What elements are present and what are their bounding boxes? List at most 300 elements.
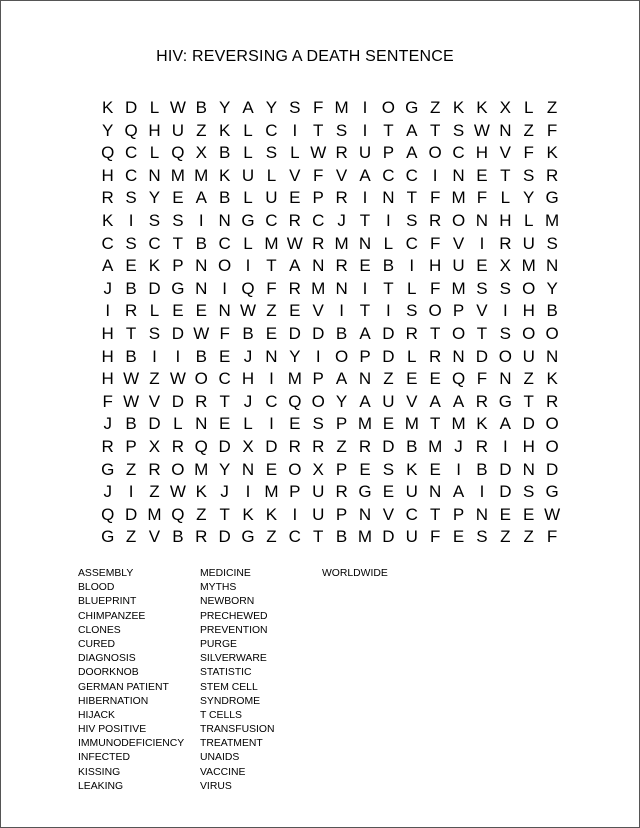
word-list-item: CURED <box>78 638 115 650</box>
grid-letter: Y <box>523 188 535 208</box>
grid-letter: N <box>545 256 559 276</box>
grid-letter: L <box>149 301 160 321</box>
grid-letter: Z <box>196 120 207 140</box>
grid-letter: B <box>335 527 348 547</box>
grid-letter: M <box>357 414 373 434</box>
grid-letter: I <box>269 414 274 434</box>
grid-letter: U <box>171 120 184 140</box>
grid-letter: S <box>499 278 511 298</box>
grid-letter: M <box>428 436 443 456</box>
grid-letter: C <box>405 504 418 524</box>
grid-letter: O <box>545 323 559 343</box>
grid-letter: M <box>264 233 279 253</box>
grid-letter: E <box>265 323 278 343</box>
grid-letter: A <box>406 143 418 163</box>
grid-letter: P <box>172 256 184 276</box>
grid-letter: I <box>292 504 298 524</box>
grid-letter: N <box>382 188 395 208</box>
grid-letter: F <box>219 323 230 343</box>
grid-letter: Z <box>149 482 160 502</box>
grid-letter: F <box>429 527 441 547</box>
grid-letter: B <box>242 323 254 343</box>
grid-letter: I <box>362 278 368 298</box>
grid-letter: U <box>265 188 278 208</box>
grid-letter: A <box>289 256 301 276</box>
grid-letter: G <box>545 188 559 208</box>
grid-letter: I <box>128 210 134 230</box>
grid-letter: S <box>476 527 488 547</box>
grid-letter: N <box>335 278 348 298</box>
grid-letter: L <box>383 233 394 253</box>
grid-letter: V <box>452 233 465 253</box>
grid-letter: V <box>382 504 395 524</box>
grid-letter: F <box>429 233 441 253</box>
grid-letter: T <box>406 188 417 208</box>
grid-letter: A <box>429 391 441 411</box>
grid-letter: E <box>476 165 488 185</box>
grid-letter: E <box>382 414 395 434</box>
grid-letter: K <box>102 98 114 117</box>
grid-letter: E <box>289 414 301 434</box>
word-list-item: CLONES <box>78 624 121 636</box>
grid-letter: E <box>452 527 465 547</box>
grid-letter: U <box>312 482 325 502</box>
grid-letter: W <box>193 323 210 343</box>
grid-letter: R <box>101 188 114 208</box>
grid-letter: W <box>286 233 303 253</box>
grid-letter: I <box>362 188 368 208</box>
grid-letter: N <box>452 165 465 185</box>
grid-letter: S <box>382 459 395 479</box>
word-list-item: PREVENTION <box>200 624 268 636</box>
grid-letter: V <box>312 301 324 321</box>
grid-letter: Y <box>102 120 114 140</box>
grid-letter: T <box>172 233 184 253</box>
grid-letter: C <box>265 210 278 230</box>
grid-letter: B <box>382 256 395 276</box>
grid-letter: A <box>359 165 371 185</box>
grid-letter: G <box>498 391 512 411</box>
grid-letter: D <box>522 414 535 434</box>
grid-letter: N <box>218 210 231 230</box>
grid-letter: U <box>405 482 418 502</box>
grid-letter: T <box>429 120 441 140</box>
grid-letter: S <box>265 143 278 163</box>
grid-letter: J <box>103 414 112 434</box>
grid-letter: L <box>243 143 253 163</box>
grid-letter: Z <box>500 527 511 547</box>
grid-letter: P <box>125 436 137 456</box>
grid-letter: C <box>124 165 138 185</box>
grid-letter: O <box>522 278 536 298</box>
grid-letter: W <box>169 482 186 502</box>
grid-letter: R <box>405 323 418 343</box>
grid-letter: O <box>218 256 232 276</box>
grid-letter: B <box>406 436 418 456</box>
grid-letter: D <box>265 436 278 456</box>
word-list-item: TRANSFUSION <box>200 724 275 736</box>
grid-letter: G <box>405 98 419 117</box>
grid-letter: Q <box>241 278 255 298</box>
grid-letter: E <box>172 301 184 321</box>
word-list <box>78 567 444 794</box>
grid-letter: S <box>476 278 488 298</box>
grid-letter: X <box>499 98 511 117</box>
grid-letter: Z <box>546 98 558 117</box>
word-list-item: BLUEPRINT <box>78 596 137 608</box>
grid-letter: E <box>429 459 441 479</box>
grid-letter: C <box>265 120 278 140</box>
grid-letter: N <box>358 233 372 253</box>
grid-letter: G <box>171 278 185 298</box>
grid-letter: H <box>499 210 512 230</box>
grid-letter: C <box>101 233 114 253</box>
grid-letter: T <box>429 504 441 524</box>
grid-letter: Y <box>335 391 348 411</box>
grid-letter: Z <box>149 369 160 389</box>
grid-letter: D <box>171 391 184 411</box>
grid-letter: D <box>382 346 395 366</box>
grid-letter: Q <box>124 120 138 140</box>
grid-letter: R <box>545 391 559 411</box>
grid-letter: X <box>148 436 161 456</box>
grid-letter: S <box>125 233 137 253</box>
grid-letter: T <box>476 323 488 343</box>
word-list-item: IMMUNODEFICIENCY <box>78 738 185 750</box>
grid-letter: B <box>195 98 207 117</box>
grid-letter: Y <box>218 459 231 479</box>
grid-letter: V <box>499 143 511 163</box>
grid-letter: B <box>218 143 231 163</box>
grid-letter: Z <box>266 301 277 321</box>
grid-letter: T <box>383 120 394 140</box>
word-list-item: WORLDWIDE <box>322 568 388 579</box>
grid-letter: R <box>288 210 301 230</box>
grid-letter: U <box>382 391 395 411</box>
grid-letter: A <box>335 369 348 389</box>
grid-letter: D <box>288 323 301 343</box>
grid-letter: H <box>522 436 535 456</box>
grid-letter: U <box>405 527 418 547</box>
grid-letter: I <box>479 482 485 502</box>
grid-letter: P <box>312 369 324 389</box>
grid-letter: E <box>359 459 371 479</box>
grid-letter: P <box>312 188 324 208</box>
word-list-item: ASSEMBLY <box>78 568 134 579</box>
grid-letter: T <box>359 301 371 321</box>
grid-letter: P <box>335 504 348 524</box>
grid-letter: J <box>220 482 229 502</box>
grid-letter: K <box>476 98 488 117</box>
grid-letter: E <box>476 256 488 276</box>
grid-letter: L <box>523 98 534 117</box>
grid-letter: F <box>546 527 558 547</box>
grid-letter: M <box>521 256 536 276</box>
grid-letter: T <box>429 414 441 434</box>
grid-letter: D <box>124 98 138 117</box>
grid-letter: L <box>149 143 160 163</box>
grid-letter: U <box>452 256 465 276</box>
grid-letter: U <box>241 165 255 185</box>
grid-letter: R <box>195 527 208 547</box>
word-list-item: PRECHEWED <box>200 610 268 622</box>
grid-letter: D <box>218 436 231 456</box>
grid-letter: Y <box>546 278 558 298</box>
grid-letter: C <box>265 391 278 411</box>
grid-letter: N <box>218 301 231 321</box>
grid-letter: N <box>358 369 372 389</box>
grid-letter: G <box>101 459 115 479</box>
grid-letter: L <box>266 165 277 185</box>
grid-letter: M <box>451 188 466 208</box>
grid-letter: X <box>312 459 324 479</box>
grid-letter: Z <box>383 369 394 389</box>
grid-letter: P <box>359 346 371 366</box>
grid-letter: E <box>406 369 418 389</box>
grid-letter: T <box>125 323 137 343</box>
word-list-item: GERMAN PATIENT <box>78 681 169 693</box>
grid-letter: S <box>499 323 511 343</box>
grid-letter: C <box>452 143 465 163</box>
word-list-item: NEWBORN <box>200 596 255 608</box>
grid-letter: R <box>101 436 114 456</box>
grid-letter: R <box>288 278 301 298</box>
grid-letter: G <box>241 527 255 547</box>
grid-letter: M <box>194 459 209 479</box>
grid-letter: G <box>241 210 255 230</box>
word-list-item: HIJACK <box>78 709 115 721</box>
grid-letter: T <box>219 391 230 411</box>
grid-letter: V <box>148 527 161 547</box>
grid-letter: S <box>125 188 137 208</box>
grid-letter: F <box>523 143 534 163</box>
grid-letter: K <box>218 120 231 140</box>
grid-letter: I <box>152 346 157 366</box>
grid-letter: M <box>334 233 349 253</box>
grid-letter: C <box>218 233 231 253</box>
grid-letter: P <box>452 301 465 321</box>
grid-letter: D <box>148 414 161 434</box>
grid-letter: X <box>242 436 254 456</box>
word-list-item: LEAKING <box>78 780 124 792</box>
grid-letter: G <box>545 482 559 502</box>
grid-letter: O <box>334 346 349 366</box>
grid-letter: R <box>358 436 372 456</box>
grid-letter: U <box>522 346 535 366</box>
grid-letter: R <box>475 391 489 411</box>
grid-letter: W <box>123 391 140 411</box>
grid-letter: B <box>476 459 488 479</box>
grid-letter: L <box>243 414 253 434</box>
grid-letter: M <box>287 369 302 389</box>
grid-letter: K <box>102 210 114 230</box>
grid-letter: F <box>476 188 488 208</box>
grid-letter: A <box>195 188 207 208</box>
word-list-item: HIBERNATION <box>78 695 149 707</box>
grid-letter: D <box>124 504 138 524</box>
grid-letter: N <box>195 278 208 298</box>
grid-letter: P <box>335 414 348 434</box>
grid-letter: B <box>195 346 207 366</box>
grid-letter: F <box>429 278 441 298</box>
grid-letter: V <box>476 301 488 321</box>
grid-letter: P <box>382 143 395 163</box>
word-list-item: BLOOD <box>78 582 115 594</box>
grid-letter: C <box>312 210 325 230</box>
grid-letter: M <box>264 482 279 502</box>
grid-letter: D <box>499 459 512 479</box>
grid-letter: R <box>195 391 208 411</box>
grid-letter: N <box>545 346 559 366</box>
grid-letter: P <box>335 459 348 479</box>
grid-letter: H <box>101 165 114 185</box>
grid-letter: W <box>473 120 490 140</box>
grid-letter: B <box>195 233 207 253</box>
grid-letter: W <box>169 369 186 389</box>
grid-letter: M <box>147 504 162 524</box>
grid-letter: T <box>500 165 511 185</box>
grid-letter: B <box>335 323 348 343</box>
grid-letter: T <box>429 323 441 343</box>
grid-letter: O <box>428 301 442 321</box>
grid-letter: I <box>362 98 368 117</box>
grid-letter: O <box>451 210 466 230</box>
grid-letter: I <box>175 346 181 366</box>
grid-letter: H <box>522 301 535 321</box>
grid-letter: H <box>101 346 114 366</box>
grid-letter: E <box>289 188 301 208</box>
grid-letter: E <box>125 256 137 276</box>
grid-letter: O <box>288 459 302 479</box>
grid-letter: R <box>499 233 512 253</box>
grid-letter: U <box>312 504 325 524</box>
grid-letter: Q <box>101 143 115 163</box>
page-title: HIV: REVERSING A DEATH SENTENCE <box>156 48 454 65</box>
grid-letter: R <box>171 436 184 456</box>
grid-letter: M <box>545 210 560 230</box>
grid-letter: D <box>382 436 395 456</box>
grid-letter: A <box>406 120 418 140</box>
grid-letter: L <box>243 188 253 208</box>
grid-letter: F <box>266 278 277 298</box>
grid-letter: N <box>241 459 255 479</box>
grid-letter: H <box>241 369 255 389</box>
grid-letter: Y <box>148 188 161 208</box>
grid-letter: X <box>499 256 511 276</box>
grid-letter: E <box>359 256 371 276</box>
grid-letter: U <box>522 233 535 253</box>
grid-letter: F <box>546 120 558 140</box>
grid-letter: R <box>475 436 489 456</box>
grid-letter: H <box>475 143 489 163</box>
word-list-item: UNAIDS <box>200 752 240 764</box>
grid-letter: K <box>546 369 558 389</box>
grid-letter: L <box>173 414 183 434</box>
grid-letter: E <box>289 301 301 321</box>
grid-letter: S <box>148 210 161 230</box>
word-list-item: TREATMENT <box>200 738 263 750</box>
grid-letter: G <box>101 527 115 547</box>
grid-letter: R <box>335 482 348 502</box>
grid-letter: F <box>313 165 324 185</box>
grid-letter: C <box>405 165 418 185</box>
grid-letter: D <box>148 278 161 298</box>
grid-letter: T <box>313 527 324 547</box>
grid-letter: M <box>194 165 209 185</box>
grid-letter: M <box>311 278 326 298</box>
grid-letter: O <box>498 346 512 366</box>
grid-letter: R <box>288 436 301 456</box>
grid-letter: O <box>311 391 325 411</box>
grid-letter: N <box>358 504 372 524</box>
grid-letter: K <box>218 165 231 185</box>
grid-letter: I <box>432 165 438 185</box>
grid-letter: E <box>265 459 278 479</box>
grid-letter: S <box>335 120 348 140</box>
grid-letter: M <box>170 165 185 185</box>
grid-letter: Z <box>523 527 534 547</box>
grid-letter: V <box>289 165 301 185</box>
grid-letter: D <box>382 323 395 343</box>
grid-letter: F <box>476 369 488 389</box>
grid-letter: N <box>522 459 535 479</box>
grid-letter: I <box>456 459 461 479</box>
grid-letter: C <box>382 165 395 185</box>
grid-letter: W <box>544 504 561 524</box>
grid-letter: K <box>546 143 558 163</box>
grid-letter: O <box>545 436 559 456</box>
grid-letter: I <box>198 210 204 230</box>
grid-letter: F <box>429 188 441 208</box>
grid-letter: H <box>148 120 161 140</box>
grid-letter: E <box>499 504 511 524</box>
grid-letter: B <box>546 301 558 321</box>
grid-letter: V <box>335 165 348 185</box>
word-list-item: CHIMPANZEE <box>78 610 146 622</box>
grid-letter: N <box>475 504 489 524</box>
word-list-item: PURGE <box>200 638 237 650</box>
grid-letter: N <box>475 210 489 230</box>
grid-letter: A <box>499 414 511 434</box>
word-list-item: STATISTIC <box>200 667 252 679</box>
grid-letter: C <box>124 143 138 163</box>
grid-letter: A <box>359 391 371 411</box>
grid-letter: W <box>169 98 186 117</box>
grid-letter: R <box>124 301 138 321</box>
grid-letter: E <box>429 369 441 389</box>
grid-letter: I <box>315 346 321 366</box>
letter-grid <box>96 97 564 549</box>
grid-letter: M <box>334 98 349 117</box>
word-list-item: VIRUS <box>200 780 232 792</box>
grid-letter: B <box>218 188 231 208</box>
grid-letter: B <box>125 346 137 366</box>
grid-letter: W <box>310 143 327 163</box>
word-list-item: VACCINE <box>200 766 246 778</box>
grid-letter: G <box>358 482 372 502</box>
grid-letter: Z <box>196 504 207 524</box>
grid-letter: S <box>406 210 418 230</box>
word-list-item: SILVERWARE <box>200 653 267 665</box>
grid-letter: Z <box>523 369 534 389</box>
word-list-item: INFECTED <box>78 752 130 764</box>
grid-letter: I <box>292 120 298 140</box>
grid-letter: W <box>240 301 257 321</box>
grid-letter: X <box>195 143 207 163</box>
grid-letter: R <box>335 256 348 276</box>
grid-letter: E <box>382 482 395 502</box>
grid-letter: N <box>452 346 465 366</box>
